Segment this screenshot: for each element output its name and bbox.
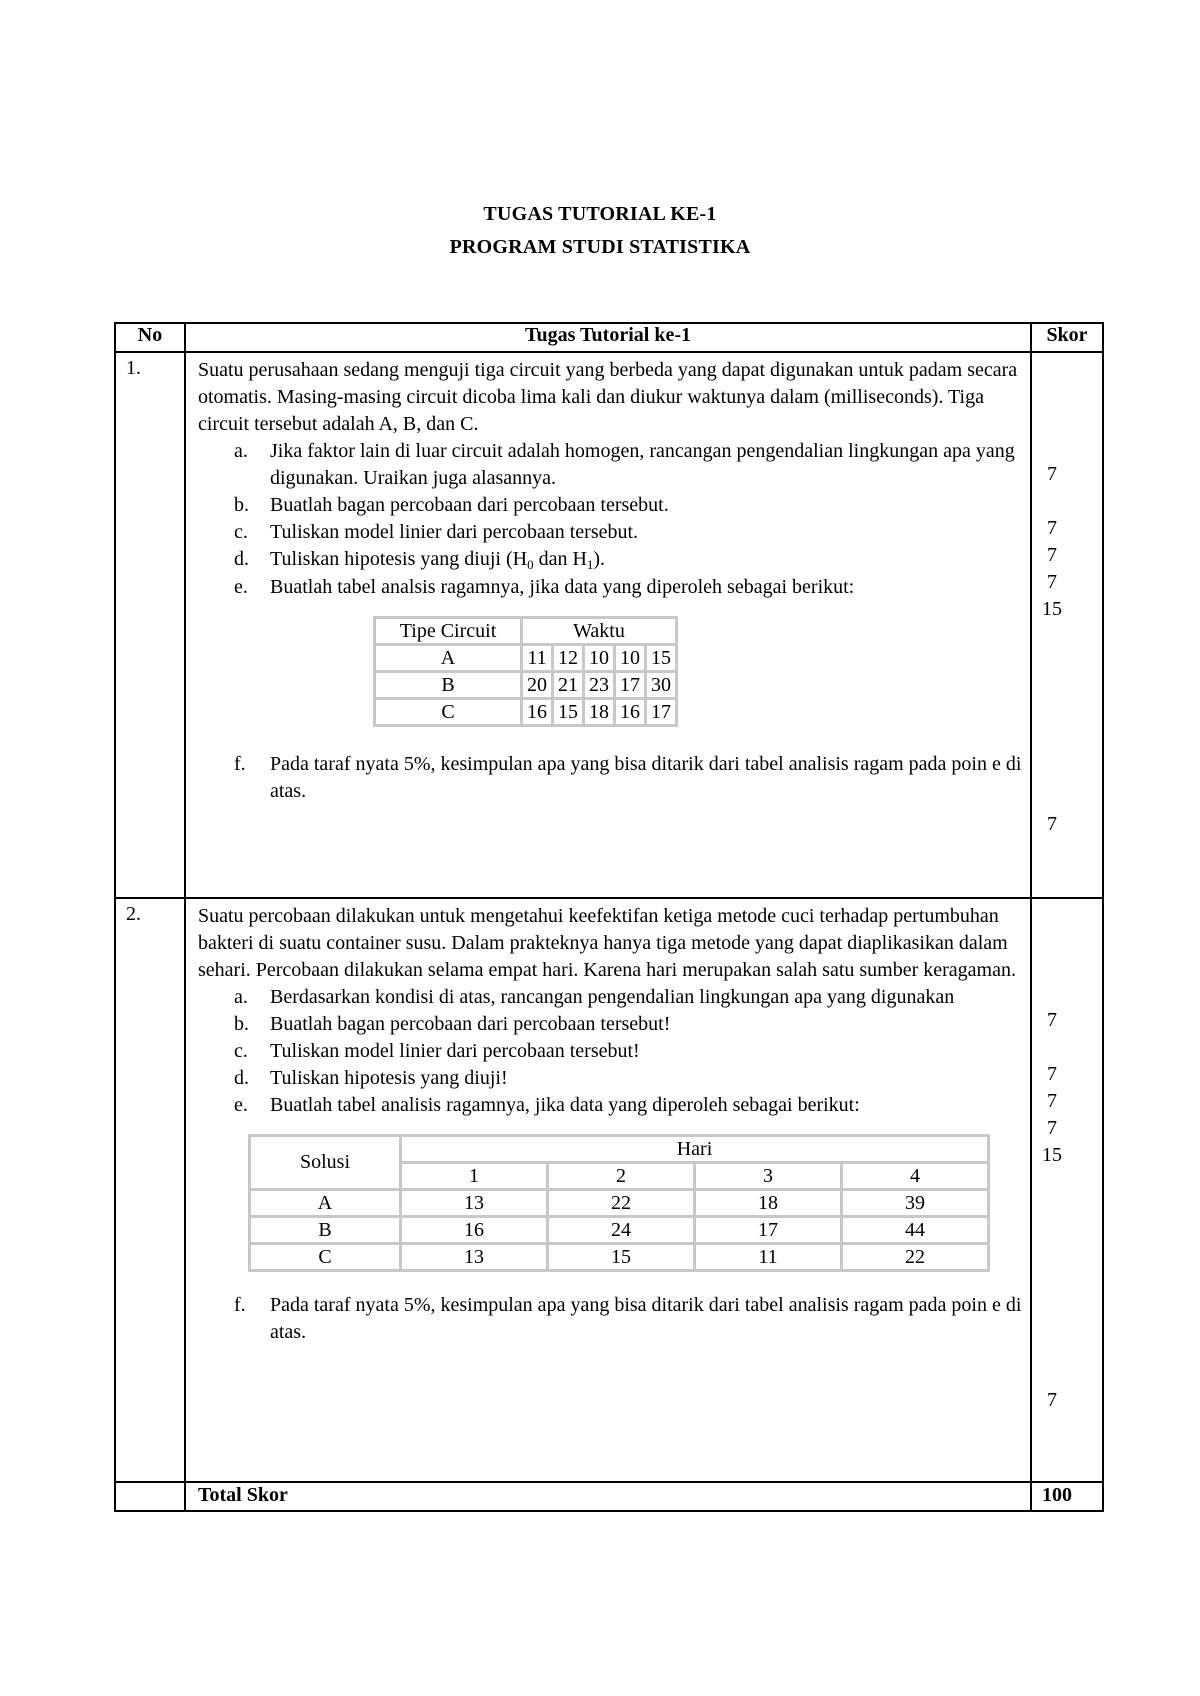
question-body — [185, 352, 1031, 898]
list-item: a. Jika faktor lain di luar circuit adalah homogen, rancangan pengendalian lingkungan apa yang digunakan. Uraikan juga alasannya. — [234, 440, 1015, 489]
question-row — [115, 898, 1103, 1482]
table-header-cell: Solusi — [250, 1136, 401, 1190]
table-row: C 16 15 18 16 17 — [375, 699, 677, 726]
question-intro: Suatu perusahaan sedang menguji tiga circuit yang berbeda yang dapat digunakan untuk padam secara otomatis. Masing-masing circuit dicoba lima kali dan diukur waktunya dalam (milliseconds). Tiga circuit tersebut adalah A, B, dan C. — [198, 359, 1018, 435]
score-value: 7 — [1047, 1090, 1057, 1112]
document-title: TUGAS TUTORIAL KE-1 — [483, 203, 717, 225]
score-cell — [1031, 352, 1103, 898]
table-row: B 16 24 17 44 — [250, 1217, 989, 1244]
score-value: 7 — [1047, 1063, 1057, 1085]
list-item: c. Tuliskan model linier dari percobaan tersebut! — [234, 1040, 640, 1062]
table-header-cell: Tipe Circuit — [375, 618, 522, 645]
program-title: PROGRAM STUDI STATISTIKA — [449, 236, 751, 258]
header-task: Tugas Tutorial ke-1 — [185, 323, 1031, 352]
tutorial-table — [114, 322, 1104, 1512]
header-no: No — [115, 323, 185, 352]
table-header-cell: Hari — [401, 1136, 989, 1163]
list-item: e. Buatlah tabel analsis ragamnya, jika data yang diperoleh sebagai berikut: — [234, 576, 855, 598]
circuit-data-table — [373, 616, 678, 727]
question-intro: Suatu percobaan dilakukan untuk mengetahui keefektifan ketiga metode cuci terhadap pertumbuhan bakteri di suatu container susu. Dalam prakteknya hanya tiga metode yang dapat diaplikasikan dalam sehari. Percobaan dilakukan selama empat hari. Karena hari merupakan salah satu sumber keragaman. — [198, 905, 1016, 981]
score-value: 7 — [1047, 544, 1057, 566]
score-value: 7 — [1047, 571, 1057, 593]
table-row: A 13 22 18 39 — [250, 1190, 989, 1217]
table-row: C 13 15 11 22 — [250, 1244, 989, 1271]
list-item: f. Pada taraf nyata 5%, kesimpulan apa yang bisa ditarik dari tabel analisis ragam pada poin e di atas. — [234, 753, 1022, 802]
total-score: 100 — [1031, 1482, 1103, 1511]
list-item: e. Buatlah tabel analisis ragamnya, jika data yang diperoleh sebagai berikut: — [234, 1094, 860, 1116]
list-item: d. Tuliskan hipotesis yang diuji ($H_0$ dan $H_1$). — [234, 548, 606, 572]
list-item: c. Tuliskan model linier dari percobaan tersebut. — [234, 521, 639, 543]
solusi-data-table: Solusi Hari 1 2 3 4 A 13 22 18 39 B 16 24 17 44 C 13 15 11 22 — [248, 1134, 990, 1272]
score-value: 15 — [1042, 1144, 1062, 1166]
total-row — [115, 1482, 1103, 1511]
table-header-row — [115, 323, 1103, 352]
score-value: 7 — [1047, 1117, 1057, 1139]
score-value: 7 — [1047, 517, 1057, 539]
question-number: 2. — [115, 898, 185, 1482]
score-cell — [1031, 898, 1103, 1482]
score-value: 7 — [1047, 813, 1057, 835]
total-empty-cell — [115, 1482, 185, 1511]
question-body — [185, 898, 1031, 1482]
list-item: f. Pada taraf nyata 5%, kesimpulan apa yang bisa ditarik dari tabel analisis ragam pada poin e di atas. — [234, 1294, 1022, 1343]
score-value: 7 — [1047, 1389, 1057, 1411]
score-value: 7 — [1047, 463, 1057, 485]
header-score: Skor — [1031, 323, 1103, 352]
score-value: 15 — [1042, 598, 1062, 620]
list-item: d. Tuliskan hipotesis yang diuji! — [234, 1067, 508, 1089]
table-header-cell: Waktu — [522, 618, 677, 645]
total-label: Total Skor — [185, 1482, 1031, 1511]
score-value: 7 — [1047, 1009, 1057, 1031]
question-number: 1. — [115, 352, 185, 898]
list-item: b. Buatlah bagan percobaan dari percobaan tersebut! — [234, 1013, 671, 1035]
list-item: b. Buatlah bagan percobaan dari percobaan tersebut. — [234, 494, 669, 516]
list-item: a. Berdasarkan kondisi di atas, rancangan pengendalian lingkungan apa yang digunakan — [234, 986, 955, 1008]
table-row: A 11 12 10 10 15 — [375, 645, 677, 672]
question-row — [115, 352, 1103, 898]
table-row: B 20 21 23 17 30 — [375, 672, 677, 699]
